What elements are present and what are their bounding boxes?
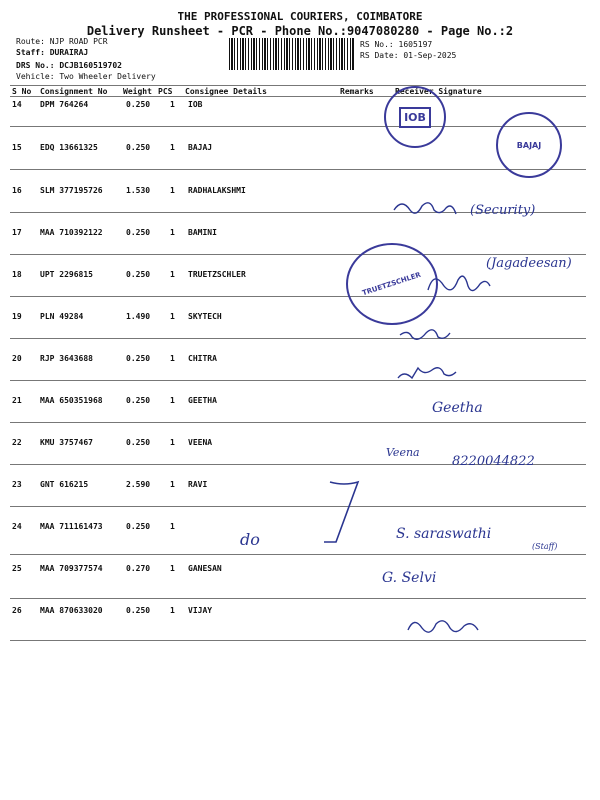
row-consignment: MAA 709377574	[40, 564, 103, 573]
handwriting-row22-phone: 8220044822	[452, 454, 535, 469]
handwriting-row18: (Jagadeesan)	[486, 256, 572, 271]
row-consignment: DPM 764264	[40, 100, 89, 109]
row-consignee: SKYTECH	[188, 312, 222, 321]
row-weight: 0.250	[126, 143, 151, 152]
row-sno: 17	[12, 228, 22, 237]
bajaj-stamp-text: BAJAJ	[516, 140, 542, 150]
truetzschler-stamp-text: TRUETZSCHLER	[361, 270, 423, 298]
row-pcs: 1	[170, 143, 175, 152]
row-consignment: SLM 377195726	[40, 186, 103, 195]
row-weight: 0.250	[126, 522, 151, 531]
row-pcs: 1	[170, 480, 175, 489]
row-sno: 23	[12, 480, 22, 489]
row-consignee: VEENA	[188, 438, 213, 447]
row-weight: 1.490	[126, 312, 151, 321]
row-weight: 1.530	[126, 186, 151, 195]
handwriting-row24-remark: do	[240, 530, 260, 549]
row-sno: 14	[12, 100, 22, 109]
staff-info: Staff: DURAIRAJ	[16, 48, 89, 57]
handwriting-row16: (Security)	[470, 203, 536, 218]
row-pcs: 1	[170, 606, 175, 615]
row-consignment: EDQ 13661325	[40, 143, 98, 152]
row-pcs: 1	[170, 100, 175, 109]
col-consignment: Consignment No	[40, 87, 108, 96]
rs-number: RS No.: 1605197	[360, 40, 433, 49]
handwriting-row25: G. Selvi	[382, 570, 437, 586]
row-weight: 0.250	[126, 396, 151, 405]
row-consignee: CHITRA	[188, 354, 217, 363]
row-consignee: GEETHA	[188, 396, 217, 405]
row-consignee: BAJAJ	[188, 143, 213, 152]
row-consignment: UPT 2296815	[40, 270, 93, 279]
row-pcs: 1	[170, 186, 175, 195]
row-consignment: KMU 3757467	[40, 438, 93, 447]
row-consignment: RJP 3643688	[40, 354, 93, 363]
row-pcs: 1	[170, 228, 175, 237]
row-pcs: 1	[170, 354, 175, 363]
row-sno: 19	[12, 312, 22, 321]
row-sno: 26	[12, 606, 22, 615]
row-sno: 24	[12, 522, 22, 531]
col-signature: Receiver Signature	[395, 87, 482, 96]
row-weight: 2.590	[126, 480, 151, 489]
handwriting-row22-name: Veena	[386, 446, 420, 459]
drs-number: DRS No.: DCJB160519702	[16, 61, 122, 70]
row-weight: 0.250	[126, 438, 151, 447]
row-consignment: MAA 710392122	[40, 228, 103, 237]
rs-date: RS Date: 01-Sep-2025	[360, 51, 457, 60]
row-sno: 20	[12, 354, 22, 363]
row-consignee: RADHALAKSHMI	[188, 186, 246, 195]
row-pcs: 1	[170, 312, 175, 321]
company-name: THE PROFESSIONAL COURIERS, COIMBATORE	[177, 10, 423, 23]
row-consignment: MAA 650351968	[40, 396, 103, 405]
row-pcs: 1	[170, 522, 175, 531]
runsheet-title: Delivery Runsheet - PCR - Phone No.:9047080280 - Page No.:2	[86, 24, 514, 38]
vehicle-info: Vehicle: Two Wheeler Delivery	[16, 72, 156, 81]
row-sno: 22	[12, 438, 22, 447]
row-consignment: MAA 711161473	[40, 522, 103, 531]
row-consignee: GANESAN	[188, 564, 222, 573]
row-consignee: TRUETZSCHLER	[188, 270, 246, 279]
row-sno: 18	[12, 270, 22, 279]
route-info: Route: NJP ROAD PCR	[16, 37, 108, 46]
row-sno: 16	[12, 186, 22, 195]
row-consignee: VIJAY	[188, 606, 213, 615]
handwriting-row21: Geetha	[432, 400, 483, 416]
row-pcs: 1	[170, 438, 175, 447]
row-sno: 15	[12, 143, 22, 152]
row-sno: 25	[12, 564, 22, 573]
col-consignee: Consignee Details	[185, 87, 267, 96]
row-weight: 0.250	[126, 354, 151, 363]
row-sno: 21	[12, 396, 22, 405]
row-consignment: GNT 616215	[40, 480, 89, 489]
row-consignment: MAA 870633020	[40, 606, 103, 615]
row-consignee: RAVI	[188, 480, 208, 489]
row-pcs: 1	[170, 396, 175, 405]
row-weight: 0.250	[126, 270, 151, 279]
row-consignment: PLN 49284	[40, 312, 84, 321]
row-weight: 0.250	[126, 606, 151, 615]
row-weight: 0.250	[126, 100, 151, 109]
row-consignee: IOB	[188, 100, 203, 109]
col-weight: Weight	[123, 87, 152, 96]
handwriting-row24-name: S. saraswathi	[396, 526, 492, 542]
handwriting-row24-note: (Staff)	[532, 542, 558, 551]
col-sno: S No	[12, 87, 32, 96]
row-weight: 0.250	[126, 228, 151, 237]
iob-stamp-text: IOB	[399, 107, 431, 128]
row-consignee: BAMINI	[188, 228, 217, 237]
col-remarks: Remarks	[340, 87, 374, 96]
row-pcs: 1	[170, 270, 175, 279]
row-pcs: 1	[170, 564, 175, 573]
col-pcs: PCS	[158, 87, 173, 96]
row-weight: 0.270	[126, 564, 151, 573]
